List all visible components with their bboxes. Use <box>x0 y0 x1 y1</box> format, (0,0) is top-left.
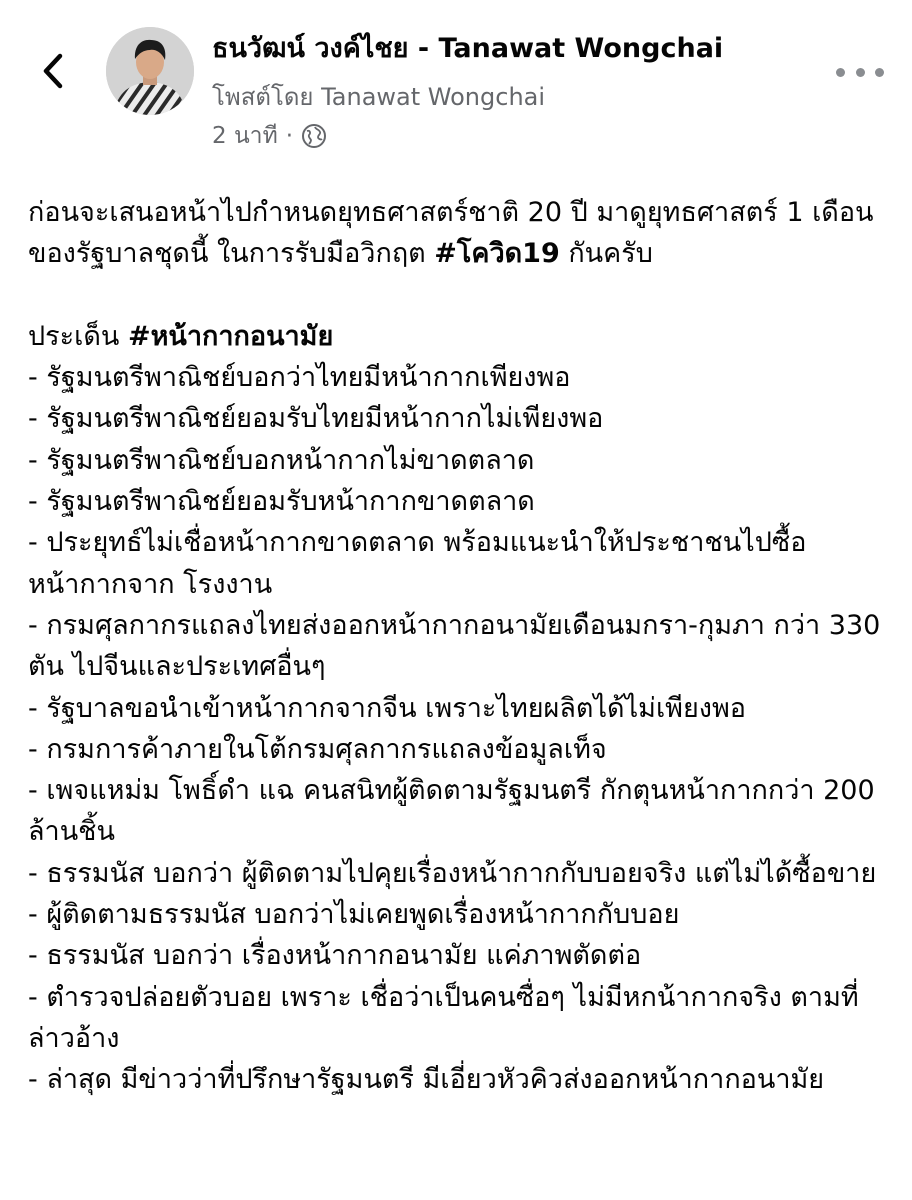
list-item: - ธรรมนัส บอกว่า ผู้ติดตามไปคุยเรื่องหน้ากากกับบอยจริง แต่ไม่ได้ซื้อขาย <box>28 857 877 889</box>
list-item: - ตำรวจปล่อยตัวบอย เพราะ เชื่อว่าเป็นคนซื่อๆ ไม่มีหกน้ากากจริง ตามที่ล่าวอ้าง <box>28 981 859 1054</box>
list-item: - รัฐมนตรีพาณิชย์ยอมรับไทยมีหน้ากากไม่เพียงพอ <box>28 403 604 435</box>
author-name[interactable]: ธนวัฒน์ วงค์ไชย - Tanawat Wongchai <box>212 33 724 64</box>
post-timestamp[interactable]: 2 นาที <box>212 123 278 149</box>
post-text <box>28 192 888 1101</box>
paragraph-spacer <box>28 275 888 316</box>
meta-separator: · <box>285 123 294 149</box>
hashtag-face-mask[interactable]: #หน้ากากอนามัย <box>127 320 334 352</box>
chevron-left-icon <box>38 51 66 91</box>
list-item: - เพจแหม่ม โพธิ์ดำ แฉ คนสนิทผู้ติดตามรัฐมนตรี กักตุนหน้ากากกว่า 200 ล้านชิ้น <box>28 775 875 848</box>
list-item: - รัฐมนตรีพาณิชย์บอกหน้ากากไม่ขาดตลาด <box>28 444 535 476</box>
list-item: - กรมการค้าภายในโต้กรมศุลกากรแถลงข้อมูลเท็จ <box>28 733 607 765</box>
list-item: - ประยุทธ์ไม่เชื่อหน้ากากขาดตลาด พร้อมแนะนำให้ประชาชนไปซื้อหน้ากากจาก โรงงาน <box>28 527 807 600</box>
posted-by-label[interactable]: โพสต์โดย Tanawat Wongchai <box>212 83 546 111</box>
topic-heading: ประเด็น #หน้ากากอนามัย <box>28 320 334 352</box>
avatar[interactable] <box>106 27 194 115</box>
list-item: - ธรรมนัส บอกว่า เรื่องหน้ากากอนามัย แค่ภาพตัดต่อ <box>28 940 642 972</box>
list-item: - ล่าสุด มีข่าวว่าที่ปรึกษารัฐมนตรี มีเอี่ยวหัวคิวส่งออกหน้ากากอนามัย <box>28 1064 825 1096</box>
hashtag-covid19[interactable]: #โควิด19 <box>434 238 560 270</box>
more-options-button[interactable] <box>836 56 884 88</box>
post-header <box>0 0 912 170</box>
post-intro: ก่อนจะเสนอหน้าไปกำหนดยุทธศาสตร์ชาติ 20 ปี มาดูยุทธศาสตร์ 1 เดือนของรัฐบาลชุดนี้ ในการรับมือวิกฤต #โควิด19 กันครับ <box>28 197 874 270</box>
list-item: - ผู้ติดตามธรรมนัส บอกว่าไม่เคยพูดเรื่องหน้ากากกับบอย <box>28 899 680 931</box>
list-item: - รัฐมนตรีพาณิชย์ยอมรับหน้ากากขาดตลาด <box>28 486 535 518</box>
post-meta <box>212 120 327 152</box>
globe-icon[interactable] <box>301 123 327 149</box>
list-item: - รัฐมนตรีพาณิชย์บอกว่าไทยมีหน้ากากเพียงพอ <box>28 362 571 394</box>
back-button[interactable] <box>30 46 74 96</box>
list-item: - รัฐบาลขอนำเข้าหน้ากากจากจีน เพราะไทยผลิตได้ไม่เพียงพอ <box>28 692 746 724</box>
list-item: - กรมศุลกากรแถลงไทยส่งออกหน้ากากอนามัยเดือนมกรา-กุมภา กว่า 330 ตัน ไปจีนและประเทศอื่นๆ <box>28 609 881 683</box>
more-horizontal-icon <box>836 68 845 77</box>
